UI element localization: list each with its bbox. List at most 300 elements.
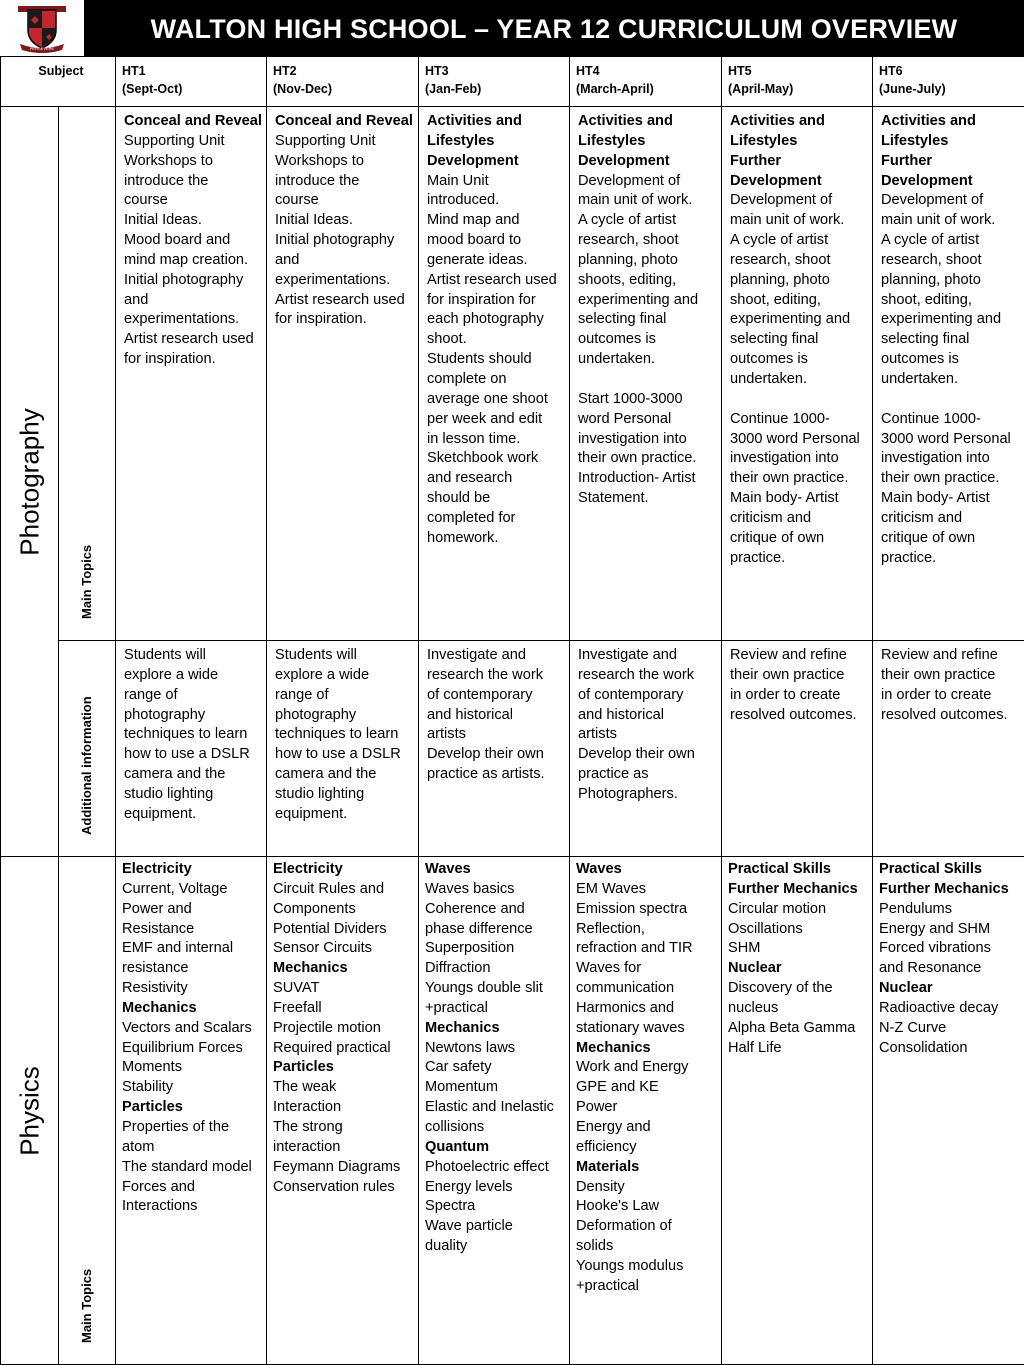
topic-line: techniques to learn [275, 726, 399, 743]
topic-line: Artist research used [124, 331, 254, 348]
topic-line: Harmonics and [576, 999, 675, 1016]
topic-line: generate ideas. [427, 251, 528, 268]
topic-line: Workshops to [275, 152, 364, 169]
topic-line: atom [122, 1138, 155, 1155]
topic-line: equipment. [124, 805, 197, 822]
topic-heading: Nuclear [728, 960, 782, 977]
topic-line: Main body- Artist [730, 490, 839, 507]
topic-line: Feymann Diagrams [273, 1158, 401, 1175]
topic-line: Momentum [425, 1079, 498, 1096]
topic-line: nucleus [728, 999, 779, 1016]
topic-line: Sensor Circuits [273, 940, 372, 957]
topic-line: Main body- Artist [881, 490, 990, 507]
topic-line: Potential Dividers [273, 920, 387, 937]
topic-line: experimentations. [275, 271, 391, 288]
topic-line: Radioactive decay [879, 999, 999, 1016]
topic-heading: Development [881, 172, 973, 189]
topic-line: Pendulums [879, 900, 953, 917]
topic-line: Consolidation [879, 1039, 968, 1056]
topic-line: resolved outcomes. [881, 706, 1008, 723]
topic-line: undertaken. [578, 351, 656, 368]
topic-line: Reflection, [576, 920, 645, 937]
topic-line: practice as [578, 766, 649, 783]
topic-line: how to use a DSLR [275, 746, 401, 763]
subject-name: Photography [14, 407, 44, 556]
topic-line: Initial photography [275, 232, 395, 249]
topic-line: EMF and internal [122, 940, 234, 957]
topic-line: undertaken. [881, 370, 959, 387]
topic-line: Students will [124, 647, 206, 663]
photography-main-topics-row [1, 107, 1024, 641]
topic-line: Circuit Rules and [273, 880, 385, 897]
svg-text:PERSEVERE: PERSEVERE [29, 46, 55, 51]
topic-heading: Activities and [427, 113, 522, 129]
topic-line: shoot. [427, 331, 467, 348]
topic-cell [722, 857, 873, 1365]
topic-cell [419, 857, 570, 1365]
topic-line: practice. [881, 549, 937, 566]
physics-main-topics-row [1, 857, 1024, 1365]
topic-line: Investigate and [578, 647, 677, 663]
topic-line: Students should [427, 351, 532, 368]
topic-line: mind map creation. [124, 251, 249, 268]
topic-line: Initial Ideas. [275, 212, 353, 229]
row-label: Additional information [79, 696, 94, 835]
topic-line: should be [427, 490, 491, 507]
topic-line: range of [275, 686, 329, 703]
subject-header: Subject [1, 57, 116, 107]
term-header-ht6 [873, 57, 1024, 107]
topic-line: Alpha Beta Gamma [728, 1019, 856, 1036]
topic-line: Resistivity [122, 980, 188, 997]
subject-name: Physics [14, 1065, 44, 1156]
term-code: HT4 [576, 64, 600, 78]
topic-cell [873, 857, 1024, 1365]
topic-heading: Quantum [425, 1138, 490, 1155]
topic-line: Freefall [273, 999, 322, 1016]
topic-line: research the work [578, 666, 694, 683]
topic-line: experimentations. [124, 311, 240, 328]
topic-line: experimenting and [730, 311, 851, 328]
topic-line: The weak [273, 1079, 337, 1096]
topic-line: Wave particle [425, 1218, 513, 1235]
topic-line: range of [124, 686, 178, 703]
topic-heading: Nuclear [879, 980, 933, 997]
topic-line: and Resonance [879, 960, 982, 977]
topic-line: investigation into [730, 450, 839, 467]
topic-heading: Development [578, 152, 670, 169]
term-code: HT3 [425, 64, 449, 78]
topic-line: Statement. [578, 490, 649, 507]
term-months: (March-April) [576, 82, 654, 96]
topic-line: Introduction- Artist [578, 470, 696, 487]
topic-line: Development of [578, 172, 681, 189]
topic-line: of contemporary [427, 686, 533, 703]
page-header [0, 0, 1024, 56]
topic-line: A cycle of artist [578, 212, 677, 229]
topic-line: Newtons laws [425, 1039, 516, 1056]
topic-heading: Practical Skills [879, 861, 983, 877]
topic-line: selecting final [730, 331, 819, 348]
topic-line: experimenting and [881, 311, 1002, 328]
topic-line: Power and [122, 900, 192, 917]
topic-line: selecting final [578, 311, 667, 328]
topic-line: interaction [273, 1138, 341, 1155]
topic-line: Continue 1000- [730, 410, 830, 427]
topic-heading: Further [881, 152, 933, 169]
topic-heading: Lifestyles [730, 132, 798, 149]
topic-heading: Mechanics [122, 999, 197, 1016]
topic-line: Review and refine [730, 647, 847, 663]
term-code: HT6 [879, 64, 903, 78]
topic-line: Projectile motion [273, 1019, 381, 1036]
topic-cell [570, 107, 722, 641]
topic-line: Elastic and Inelastic [425, 1099, 554, 1116]
topic-line: Develop their own [427, 746, 544, 763]
topic-line: Youngs modulus [576, 1257, 684, 1274]
topic-line: Waves for [576, 960, 642, 977]
topic-line: camera and the [275, 766, 377, 783]
logo-area [0, 0, 84, 56]
topic-line: main unit of work. [578, 192, 693, 209]
topic-line: SUVAT [273, 980, 320, 997]
row-label: Main Topics [79, 1268, 94, 1343]
topic-line: course [124, 192, 168, 209]
term-months: (Sept-Oct) [122, 82, 183, 96]
topic-line: Energy and [576, 1118, 651, 1135]
topic-cell [267, 857, 419, 1365]
topic-heading: Lifestyles [881, 132, 949, 149]
term-header-ht5 [722, 57, 873, 107]
topic-line: Start 1000-3000 [578, 390, 683, 407]
topic-line: for inspiration. [275, 311, 367, 328]
topic-heading: Waves [425, 861, 471, 877]
topic-line: Workshops to [124, 152, 213, 169]
topic-line: Interactions [122, 1198, 198, 1215]
topic-line: 3000 word Personal [730, 430, 860, 447]
topic-line: A cycle of artist [730, 232, 829, 249]
topic-line: Circular motion [728, 900, 827, 917]
topic-line: Stability [122, 1079, 174, 1096]
topic-line: each photography [427, 311, 544, 328]
topic-line: outcomes is [578, 331, 656, 348]
topic-line: Current, Voltage [122, 880, 228, 897]
topic-heading: Particles [122, 1099, 183, 1116]
topic-line: Main Unit [427, 172, 489, 189]
topic-line: Conservation rules [273, 1178, 395, 1195]
term-months: (Jan-Feb) [425, 82, 482, 96]
topic-line: per week and edit [427, 410, 543, 427]
topic-line: Coherence and [425, 900, 525, 917]
topic-cell [116, 107, 267, 641]
topic-line: communication [576, 980, 675, 997]
topic-line: Forced vibrations [879, 940, 991, 957]
subject-cell-photography [1, 107, 59, 857]
topic-line [578, 370, 717, 390]
topic-line: Oscillations [728, 920, 803, 937]
topic-line: research the work [427, 666, 543, 683]
topic-line: critique of own [881, 529, 976, 546]
topic-line: critique of own [730, 529, 825, 546]
topic-line: artists [578, 726, 617, 743]
topic-line: Sketchbook work [427, 450, 539, 467]
topic-line: resolved outcomes. [730, 706, 857, 723]
topic-heading: Mechanics [425, 1019, 500, 1036]
topic-line [730, 390, 868, 410]
topic-line: experimenting and [578, 291, 699, 308]
term-header-ht3 [419, 57, 570, 107]
topic-line [881, 390, 1020, 410]
topic-line: resistance [122, 960, 189, 977]
photography-additional-row [1, 641, 1024, 857]
topic-line: introduced. [427, 192, 500, 209]
topic-cell [873, 107, 1024, 641]
page-title: WALTON HIGH SCHOOL – YEAR 12 CURRICULUM OVERVIEW [150, 14, 958, 44]
topic-line: outcomes is [881, 351, 959, 368]
topic-heading: Conceal and Reveal [275, 113, 413, 129]
term-header-ht2 [267, 57, 419, 107]
topic-line: Mood board and [124, 232, 231, 249]
topic-line: Forces and [122, 1178, 196, 1195]
topic-line: N-Z Curve [879, 1019, 947, 1036]
topic-line: Supporting Unit [124, 132, 225, 149]
topic-line: for inspiration for [427, 291, 536, 308]
topic-line: in order to create [730, 686, 841, 703]
topic-line: average one shoot [427, 390, 548, 407]
term-code: HT1 [122, 64, 146, 78]
topic-line: mood board to [427, 232, 522, 249]
topic-line: and [124, 291, 149, 308]
topic-line: research, shoot [578, 232, 679, 249]
topic-line: how to use a DSLR [124, 746, 250, 763]
topic-line: Artist research used [427, 271, 557, 288]
topic-line: shoots, editing, [578, 271, 677, 288]
topic-line: photography [275, 706, 357, 723]
topic-line: Photographers. [578, 785, 678, 802]
topic-line: efficiency [576, 1138, 637, 1155]
topic-line: criticism and [730, 509, 812, 526]
topic-line: Investigate and [427, 647, 526, 663]
topic-line: stationary waves [576, 1019, 685, 1036]
topic-line: course [275, 192, 319, 209]
topic-line: Emission spectra [576, 900, 688, 917]
topic-line: photography [124, 706, 206, 723]
topic-line: word Personal [578, 410, 672, 427]
topic-line: Density [576, 1178, 625, 1195]
topic-cell [722, 641, 873, 857]
topic-line: criticism and [881, 509, 963, 526]
topic-line: solids [576, 1238, 614, 1255]
topic-line: Resistance [122, 920, 195, 937]
topic-line: their own practice [881, 666, 996, 683]
topic-heading: Waves [576, 861, 622, 877]
topic-line: Initial Ideas. [124, 212, 202, 229]
topic-line: Components [273, 900, 356, 917]
topic-line: Continue 1000- [881, 410, 981, 427]
topic-line: shoot, editing, [881, 291, 972, 308]
topic-line: 3000 word Personal [881, 430, 1011, 447]
topic-cell [116, 857, 267, 1365]
topic-line: Power [576, 1099, 618, 1116]
topic-line: Spectra [425, 1198, 476, 1215]
topic-heading: Electricity [122, 861, 192, 877]
topic-line: Interaction [273, 1099, 342, 1116]
topic-line: their own practice. [881, 470, 1000, 487]
topic-line: research, shoot [730, 251, 831, 268]
term-code: HT5 [728, 64, 752, 78]
topic-cell [419, 641, 570, 857]
topic-heading: Practical Skills [728, 861, 832, 877]
topic-line: for inspiration. [124, 351, 216, 368]
topic-heading: Particles [273, 1059, 334, 1076]
topic-line: and [275, 251, 300, 268]
topic-line: research, shoot [881, 251, 982, 268]
topic-line: studio lighting [275, 785, 365, 802]
topic-line: Artist research used [275, 291, 405, 308]
topic-line: Moments [122, 1059, 183, 1076]
topic-line: planning, photo [578, 251, 678, 268]
topic-line: Discovery of the [728, 980, 833, 997]
topic-line: Car safety [425, 1059, 492, 1076]
topic-heading: Development [427, 152, 519, 169]
topic-heading: Further [730, 152, 782, 169]
topic-line: introduce the [275, 172, 360, 189]
topic-heading: Materials [576, 1158, 640, 1175]
header-row [1, 57, 1024, 107]
term-header-ht1 [116, 57, 267, 107]
topic-line: phase difference [425, 920, 533, 937]
topic-cell [873, 641, 1024, 857]
topic-heading: Lifestyles [578, 132, 646, 149]
topic-line: and historical [427, 706, 513, 723]
subject-cell-physics [1, 857, 59, 1365]
topic-line: Youngs double slit [425, 980, 543, 997]
topic-line: duality [425, 1238, 468, 1255]
topic-line: Energy levels [425, 1178, 513, 1195]
topic-line: collisions [425, 1118, 485, 1135]
row-label-cell [59, 107, 116, 641]
topic-heading: Conceal and Reveal [124, 113, 262, 129]
topic-line: in order to create [881, 686, 992, 703]
row-label-cell [59, 641, 116, 857]
topic-heading: Mechanics [576, 1039, 651, 1056]
topic-line: of contemporary [578, 686, 684, 703]
topic-line: Diffraction [425, 960, 491, 977]
topic-line: camera and the [124, 766, 226, 783]
curriculum-table [0, 56, 1024, 1365]
topic-line: Vectors and Scalars [122, 1019, 252, 1036]
row-label: Main Topics [79, 544, 94, 619]
topic-line: refraction and TIR [576, 940, 693, 957]
topic-line: SHM [728, 940, 761, 957]
topic-line: Students will [275, 647, 357, 663]
topic-line: Develop their own [578, 746, 695, 763]
topic-heading: Electricity [273, 861, 343, 877]
school-crest-icon [0, 0, 84, 56]
topic-line: their own practice. [730, 470, 849, 487]
topic-line: investigation into [881, 450, 990, 467]
topic-line: Development of [881, 192, 984, 209]
topic-line: EM Waves [576, 880, 647, 897]
topic-line: practice as artists. [427, 766, 545, 783]
topic-line: The strong [273, 1118, 343, 1135]
topic-line: +practical [576, 1277, 639, 1294]
topic-line: homework. [427, 529, 499, 546]
topic-cell [570, 641, 722, 857]
topic-heading: Activities and [578, 113, 673, 129]
topic-line: artists [427, 726, 466, 743]
topic-line: GPE and KE [576, 1079, 659, 1096]
topic-line: investigation into [578, 430, 687, 447]
topic-line: and research [427, 470, 513, 487]
topic-line: Development of [730, 192, 833, 209]
topic-heading: Activities and [730, 113, 825, 129]
topic-line: introduce the [124, 172, 209, 189]
term-months: (June-July) [879, 82, 946, 96]
topic-line: Photoelectric effect [425, 1158, 549, 1175]
topic-line: Work and Energy [576, 1059, 689, 1076]
term-months: (April-May) [728, 82, 794, 96]
topic-line: their own practice. [578, 450, 697, 467]
topic-line: Required practical [273, 1039, 391, 1056]
topic-line: Initial photography [124, 271, 244, 288]
topic-heading: Activities and [881, 113, 976, 129]
topic-line: outcomes is [730, 351, 808, 368]
topic-heading: Further Mechanics [879, 880, 1009, 897]
topic-line: Review and refine [881, 647, 998, 663]
topic-line: +practical [425, 999, 488, 1016]
topic-line: their own practice [730, 666, 845, 683]
topic-line: complete on [427, 370, 507, 387]
topic-line: in lesson time. [427, 430, 521, 447]
topic-line: practice. [730, 549, 786, 566]
topic-line: shoot, editing, [730, 291, 821, 308]
topic-line: Properties of the [122, 1118, 230, 1135]
topic-line: Mind map and [427, 212, 520, 229]
term-header-ht4 [570, 57, 722, 107]
topic-line: undertaken. [730, 370, 808, 387]
topic-line: Equilibrium Forces [122, 1039, 243, 1056]
topic-line: and historical [578, 706, 664, 723]
topic-heading: Further Mechanics [728, 880, 858, 897]
topic-cell [570, 857, 722, 1365]
topic-cell [722, 107, 873, 641]
row-label-cell [59, 857, 116, 1365]
topic-cell [267, 641, 419, 857]
topic-line: Half Life [728, 1039, 782, 1056]
topic-heading: Mechanics [273, 960, 348, 977]
topic-line: Superposition [425, 940, 515, 957]
topic-line: planning, photo [730, 271, 830, 288]
topic-line: equipment. [275, 805, 348, 822]
topic-line: Hooke's Law [576, 1198, 660, 1215]
topic-line: explore a wide [275, 666, 370, 683]
topic-line: completed for [427, 509, 516, 526]
topic-line: explore a wide [124, 666, 219, 683]
topic-line: main unit of work. [881, 212, 996, 229]
topic-line: Energy and SHM [879, 920, 991, 937]
topic-line: main unit of work. [730, 212, 845, 229]
topic-line: Supporting Unit [275, 132, 376, 149]
topic-line: The standard model [122, 1158, 252, 1175]
topic-line: Waves basics [425, 880, 515, 897]
topic-line: studio lighting [124, 785, 214, 802]
topic-cell [267, 107, 419, 641]
term-code: HT2 [273, 64, 297, 78]
topic-heading: Development [730, 172, 822, 189]
topic-cell [419, 107, 570, 641]
topic-line: planning, photo [881, 271, 981, 288]
